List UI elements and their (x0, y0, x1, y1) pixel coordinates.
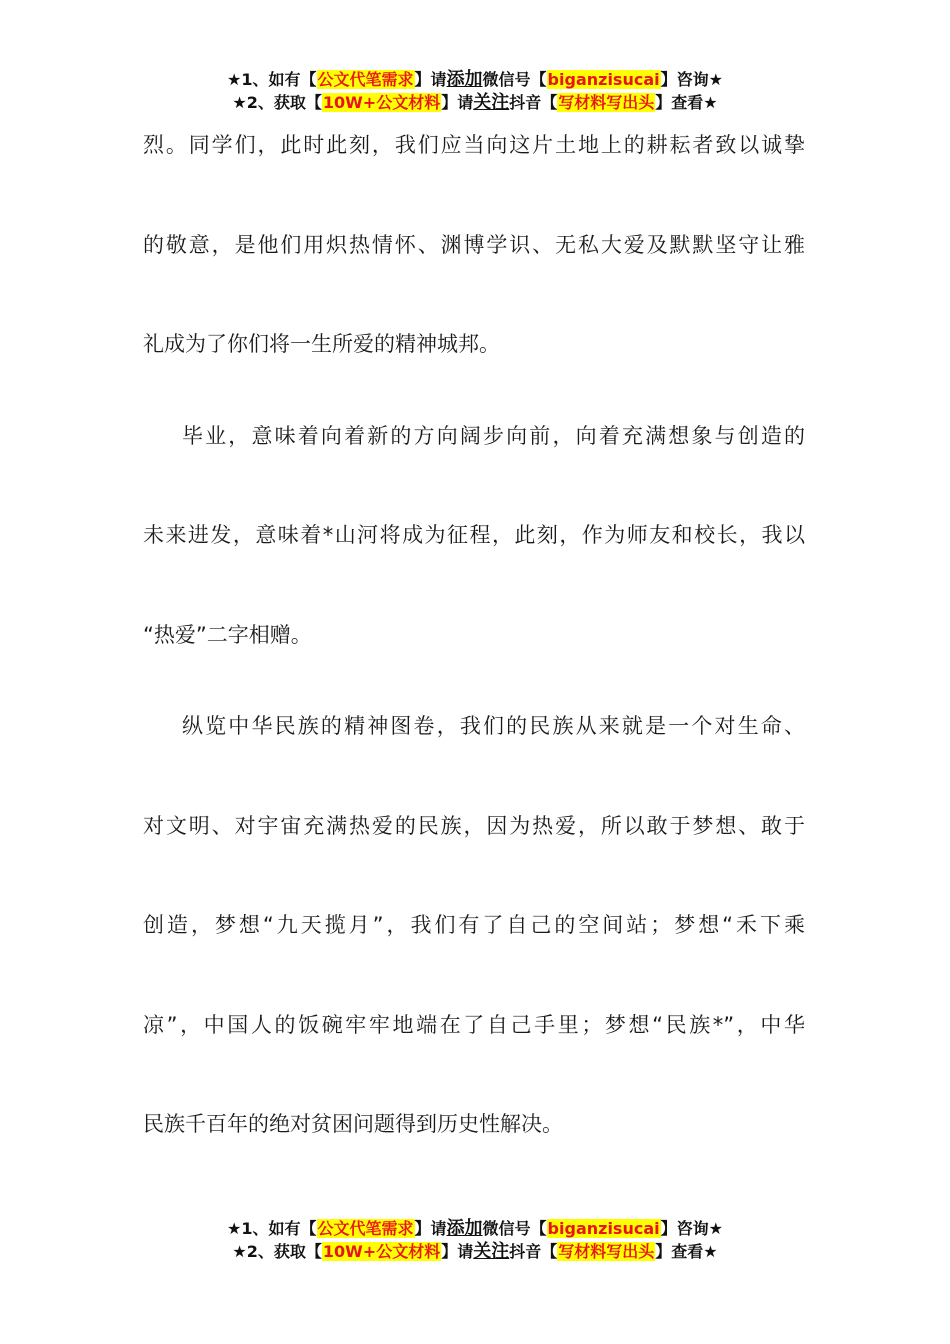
header-line-1-prefix: ★1、如有【 (227, 70, 317, 89)
footer-line-2 (0, 1240, 950, 1263)
header-line-2-suffix: 】查看★ (655, 93, 718, 112)
header-banner (0, 68, 950, 114)
body-line-1: 烈。同学们，此时此刻，我们应当向这片土地上的耕耘者致以诚挚 (143, 133, 805, 157)
header-line-2-underlined: 关注 (473, 92, 510, 113)
footer-line-1-highlight-wechat: biganzisucai (547, 1219, 660, 1238)
body-line-3: 礼成为了你们将一生所爱的精神城邦。 (143, 332, 500, 356)
header-line-2-prefix: ★2、获取【 (232, 93, 322, 112)
body-line-6: “热爱”二字相赠。 (143, 623, 312, 647)
header-line-1-suffix: 】咨询★ (660, 70, 723, 89)
header-line-2-highlight-materials: 10W+公文材料 (322, 93, 441, 112)
footer-line-1-highlight-service: 公文代笔需求 (317, 1219, 414, 1238)
body-line-5: 未来进发，意味着*山河将成为征程，此刻，作为师友和校长，我以 (143, 523, 805, 547)
footer-banner (0, 1217, 950, 1263)
footer-line-1 (0, 1217, 950, 1240)
header-line-1-underlined: 添加 (446, 69, 483, 90)
footer-line-2-highlight-douyin: 写材料写出头 (558, 1242, 655, 1261)
header-line-2-text-2: 抖音【 (509, 93, 558, 112)
header-line-2-highlight-douyin: 写材料写出头 (558, 93, 655, 112)
header-line-2 (0, 91, 950, 114)
footer-line-1-prefix: ★1、如有【 (227, 1219, 317, 1238)
header-line-1-text-2: 微信号【 (482, 70, 547, 89)
body-line-7: 纵览中华民族的精神图卷，我们的民族从来就是一个对生命、 (182, 714, 805, 738)
header-line-1 (0, 68, 950, 91)
footer-line-1-text-2: 微信号【 (482, 1219, 547, 1238)
footer-line-2-highlight-materials: 10W+公文材料 (322, 1242, 441, 1261)
header-line-1-highlight-service: 公文代笔需求 (317, 70, 414, 89)
header-line-1-text: 】请 (414, 70, 447, 89)
footer-line-2-text-2: 抖音【 (509, 1242, 558, 1261)
footer-line-1-suffix: 】咨询★ (660, 1219, 723, 1238)
footer-line-2-suffix: 】查看★ (655, 1242, 718, 1261)
body-line-2: 的敬意，是他们用炽热情怀、渊博学识、无私大爱及默默坚守让雅 (143, 233, 805, 257)
body-line-11: 民族千百年的绝对贫困问题得到历史性解决。 (143, 1112, 563, 1136)
header-line-1-highlight-wechat: biganzisucai (547, 70, 660, 89)
footer-line-1-text: 】请 (414, 1219, 447, 1238)
body-line-10: 凉”，中国人的饭碗牢牢地端在了自己手里；梦想“民族*”，中华 (143, 1013, 805, 1037)
footer-line-2-text: 】请 (441, 1242, 474, 1261)
header-line-2-text: 】请 (441, 93, 474, 112)
footer-line-2-prefix: ★2、获取【 (232, 1242, 322, 1261)
body-line-4: 毕业，意味着向着新的方向阔步向前，向着充满想象与创造的 (182, 424, 805, 448)
footer-line-1-underlined: 添加 (446, 1218, 483, 1239)
body-line-9: 创造，梦想“九天揽月”，我们有了自己的空间站；梦想“禾下乘 (143, 913, 805, 937)
footer-line-2-underlined: 关注 (473, 1241, 510, 1262)
body-line-8: 对文明、对宇宙充满热爱的民族，因为热爱，所以敢于梦想、敢于 (143, 814, 805, 838)
